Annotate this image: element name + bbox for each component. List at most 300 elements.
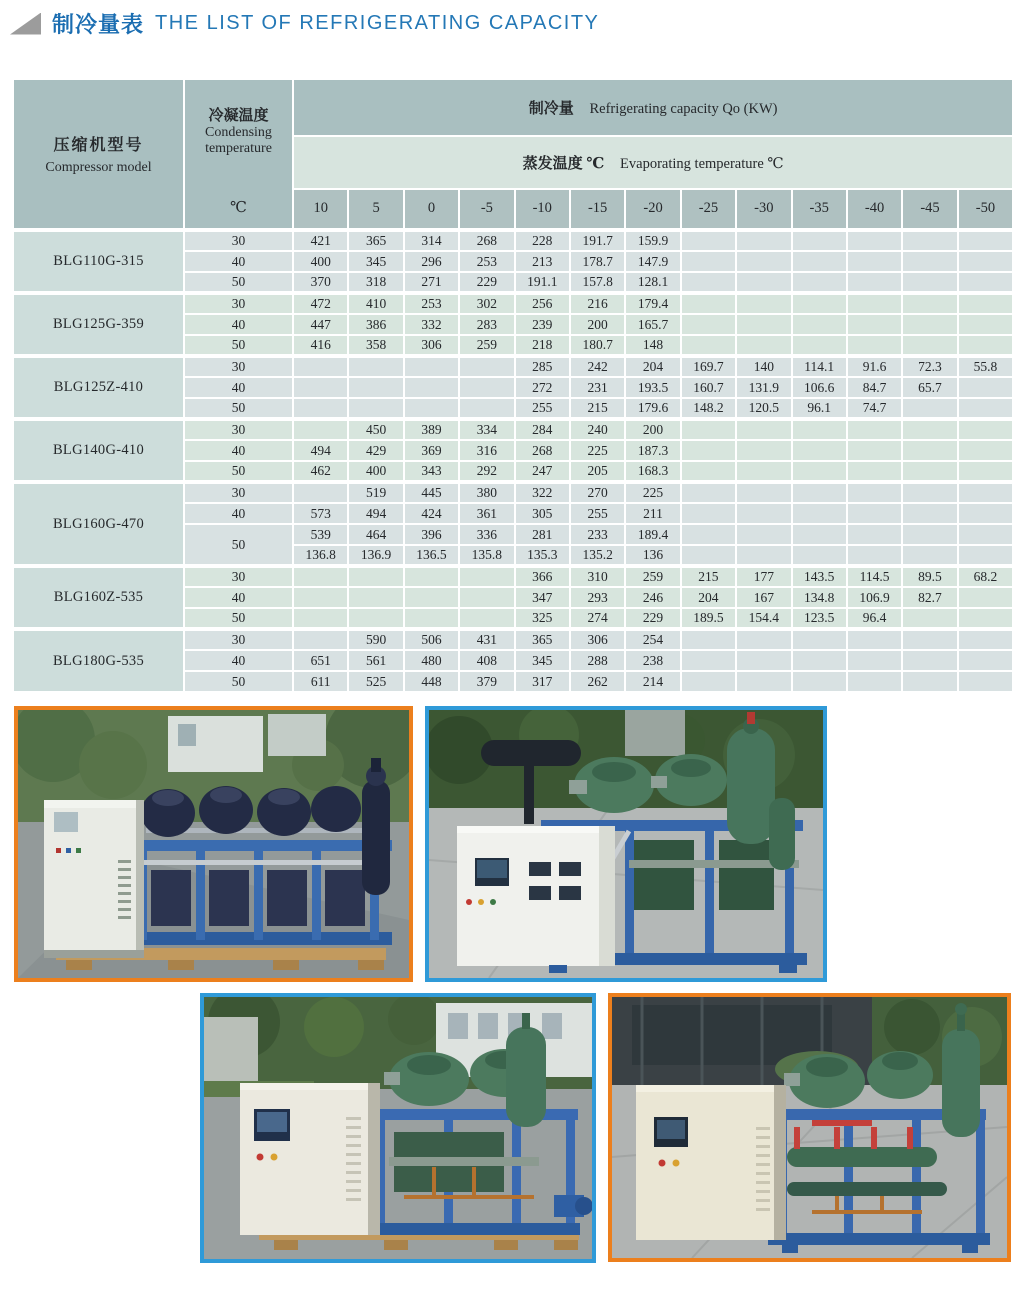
capacity-value	[681, 503, 736, 524]
evap-temp-header: 5	[348, 189, 403, 230]
capacity-value	[847, 482, 902, 503]
evap-temp-header: -25	[681, 189, 736, 230]
capacity-value	[681, 335, 736, 356]
capacity-value: 448	[404, 671, 459, 692]
capacity-value: 233	[570, 524, 625, 545]
capacity-value	[459, 377, 514, 398]
capacity-value	[847, 419, 902, 440]
condensing-temp: 50	[184, 461, 293, 482]
capacity-value	[736, 293, 791, 314]
capacity-value: 169.7	[681, 356, 736, 377]
capacity-value: 246	[625, 587, 680, 608]
capacity-value: 193.5	[625, 377, 680, 398]
capacity-value	[958, 482, 1014, 503]
capacity-value: 358	[348, 335, 403, 356]
capacity-value: 239	[515, 314, 570, 335]
capacity-value: 334	[459, 419, 514, 440]
condensing-temp-header	[184, 79, 293, 230]
capacity-value	[348, 566, 403, 587]
capacity-value	[293, 398, 348, 419]
capacity-value	[293, 419, 348, 440]
capacity-value: 96.1	[792, 398, 847, 419]
capacity-row	[13, 356, 1013, 377]
compressor-model: BLG160G-470	[13, 482, 184, 566]
capacity-value: 135.3	[515, 545, 570, 566]
compressor-unit-illustration-2	[429, 710, 823, 978]
capacity-value	[293, 587, 348, 608]
capacity-value: 271	[404, 272, 459, 293]
capacity-value	[736, 503, 791, 524]
capacity-value: 55.8	[958, 356, 1014, 377]
evap-temp-header: -35	[792, 189, 847, 230]
capacity-value	[348, 356, 403, 377]
capacity-value: 293	[570, 587, 625, 608]
evaporating-temp-header-zh: 蒸发温度 ℃	[522, 155, 605, 172]
capacity-value	[736, 251, 791, 272]
capacity-value: 506	[404, 629, 459, 650]
capacity-value: 74.7	[847, 398, 902, 419]
capacity-value	[847, 545, 902, 566]
capacity-value: 213	[515, 251, 570, 272]
capacity-value: 179.4	[625, 293, 680, 314]
capacity-value	[681, 419, 736, 440]
evap-temp-header: -45	[902, 189, 957, 230]
capacity-value	[293, 356, 348, 377]
condensing-temp: 50	[184, 398, 293, 419]
capacity-value	[681, 671, 736, 692]
capacity-value: 106.9	[847, 587, 902, 608]
capacity-value	[736, 482, 791, 503]
capacity-value: 114.1	[792, 356, 847, 377]
capacity-value: 160.7	[681, 377, 736, 398]
capacity-value: 365	[515, 629, 570, 650]
capacity-value	[792, 650, 847, 671]
compressor-model-header-en: Compressor model	[45, 160, 152, 175]
evap-temp-header: -10	[515, 189, 570, 230]
capacity-value: 306	[570, 629, 625, 650]
capacity-value: 361	[459, 503, 514, 524]
capacity-value: 180.7	[570, 335, 625, 356]
capacity-value	[293, 608, 348, 629]
capacity-value: 429	[348, 440, 403, 461]
capacity-value	[404, 377, 459, 398]
capacity-value	[736, 314, 791, 335]
capacity-value: 316	[459, 440, 514, 461]
capacity-value	[958, 461, 1014, 482]
capacity-value: 416	[293, 335, 348, 356]
capacity-value	[736, 230, 791, 251]
capacity-value	[958, 293, 1014, 314]
capacity-value	[348, 377, 403, 398]
capacity-value: 445	[404, 482, 459, 503]
capacity-value	[902, 419, 957, 440]
capacity-value	[958, 314, 1014, 335]
capacity-value: 561	[348, 650, 403, 671]
condensing-temp: 50	[184, 272, 293, 293]
capacity-value: 410	[348, 293, 403, 314]
capacity-value: 288	[570, 650, 625, 671]
compressor-model: BLG140G-410	[13, 419, 184, 482]
capacity-value: 211	[625, 503, 680, 524]
capacity-value	[902, 440, 957, 461]
capacity-value	[902, 251, 957, 272]
capacity-value	[958, 419, 1014, 440]
capacity-value: 400	[293, 251, 348, 272]
capacity-value	[459, 587, 514, 608]
capacity-value	[792, 419, 847, 440]
capacity-value	[902, 671, 957, 692]
capacity-value	[736, 524, 791, 545]
capacity-value	[792, 251, 847, 272]
capacity-value: 268	[515, 440, 570, 461]
capacity-value	[681, 272, 736, 293]
compressor-model-header-zh: 压缩机型号	[53, 137, 144, 154]
capacity-value	[847, 440, 902, 461]
capacity-value	[792, 230, 847, 251]
capacity-value: 283	[459, 314, 514, 335]
capacity-value	[459, 608, 514, 629]
capacity-value: 148.2	[681, 398, 736, 419]
evap-temp-header: -30	[736, 189, 791, 230]
capacity-value: 314	[404, 230, 459, 251]
condensing-temp: 40	[184, 650, 293, 671]
compressor-model: BLG160Z-535	[13, 566, 184, 629]
capacity-value	[958, 587, 1014, 608]
capacity-value	[847, 335, 902, 356]
capacity-value: 386	[348, 314, 403, 335]
capacity-value: 123.5	[792, 608, 847, 629]
capacity-row	[13, 230, 1013, 251]
capacity-value: 318	[348, 272, 403, 293]
capacity-value: 178.7	[570, 251, 625, 272]
capacity-value	[459, 566, 514, 587]
capacity-value: 247	[515, 461, 570, 482]
capacity-value: 296	[404, 251, 459, 272]
capacity-value	[404, 356, 459, 377]
capacity-value: 200	[625, 419, 680, 440]
capacity-value: 400	[348, 461, 403, 482]
capacity-value	[958, 272, 1014, 293]
capacity-value: 148	[625, 335, 680, 356]
capacity-value	[902, 524, 957, 545]
refrigerating-capacity-table	[12, 78, 1014, 693]
capacity-value: 343	[404, 461, 459, 482]
capacity-value: 136	[625, 545, 680, 566]
capacity-value	[902, 608, 957, 629]
capacity-value: 200	[570, 314, 625, 335]
capacity-value	[459, 398, 514, 419]
capacity-value: 450	[348, 419, 403, 440]
compressor-model-header	[13, 79, 184, 230]
capacity-value: 259	[459, 335, 514, 356]
capacity-value	[902, 461, 957, 482]
capacity-value	[736, 272, 791, 293]
evap-temp-header: -5	[459, 189, 514, 230]
capacity-value	[736, 671, 791, 692]
capacity-value: 177	[736, 566, 791, 587]
capacity-value	[348, 608, 403, 629]
capacity-value: 128.1	[625, 272, 680, 293]
capacity-value: 274	[570, 608, 625, 629]
capacity-value: 204	[625, 356, 680, 377]
capacity-value	[792, 440, 847, 461]
capacity-value	[681, 230, 736, 251]
capacity-value: 191.1	[515, 272, 570, 293]
capacity-value: 480	[404, 650, 459, 671]
capacity-value: 189.4	[625, 524, 680, 545]
capacity-value: 431	[459, 629, 514, 650]
capacity-value: 179.6	[625, 398, 680, 419]
capacity-value	[792, 629, 847, 650]
capacity-value: 114.5	[847, 566, 902, 587]
capacity-value: 590	[348, 629, 403, 650]
capacity-value: 272	[515, 377, 570, 398]
capacity-value: 270	[570, 482, 625, 503]
capacity-value: 154.4	[736, 608, 791, 629]
capacity-value	[681, 314, 736, 335]
capacity-value	[681, 440, 736, 461]
capacity-value: 302	[459, 293, 514, 314]
capacity-value: 380	[459, 482, 514, 503]
capacity-value: 157.8	[570, 272, 625, 293]
capacity-value	[293, 482, 348, 503]
capacity-value: 317	[515, 671, 570, 692]
condensing-temp: 40	[184, 314, 293, 335]
capacity-value: 218	[515, 335, 570, 356]
capacity-value	[902, 314, 957, 335]
capacity-value: 325	[515, 608, 570, 629]
evap-temp-header: 0	[404, 189, 459, 230]
page-title-en: THE LIST OF REFRIGERATING CAPACITY	[155, 12, 600, 34]
capacity-header-zh: 制冷量	[528, 100, 574, 117]
capacity-value: 136.9	[348, 545, 403, 566]
capacity-value: 82.7	[902, 587, 957, 608]
capacity-value: 68.2	[958, 566, 1014, 587]
evap-temp-header: 10	[293, 189, 348, 230]
capacity-value	[902, 230, 957, 251]
capacity-value	[792, 272, 847, 293]
capacity-value: 215	[681, 566, 736, 587]
capacity-value	[847, 503, 902, 524]
capacity-value	[348, 587, 403, 608]
condensing-temp-header-zh: 冷凝温度	[208, 108, 269, 124]
capacity-value	[681, 482, 736, 503]
capacity-value	[792, 503, 847, 524]
capacity-value: 89.5	[902, 566, 957, 587]
capacity-value: 332	[404, 314, 459, 335]
capacity-value: 255	[570, 503, 625, 524]
capacity-value	[847, 230, 902, 251]
capacity-value: 65.7	[902, 377, 957, 398]
capacity-value	[847, 251, 902, 272]
capacity-value: 472	[293, 293, 348, 314]
condensing-temp: 30	[184, 566, 293, 587]
capacity-value: 106.6	[792, 377, 847, 398]
capacity-value	[958, 608, 1014, 629]
product-photo-top-left	[14, 706, 413, 982]
evap-temp-header: -20	[625, 189, 680, 230]
capacity-value: 191.7	[570, 230, 625, 251]
capacity-value: 396	[404, 524, 459, 545]
capacity-value	[847, 671, 902, 692]
capacity-value: 135.8	[459, 545, 514, 566]
capacity-value	[792, 545, 847, 566]
capacity-value: 494	[348, 503, 403, 524]
condensing-temp: 30	[184, 629, 293, 650]
capacity-value: 228	[515, 230, 570, 251]
capacity-value	[958, 440, 1014, 461]
capacity-value: 147.9	[625, 251, 680, 272]
capacity-value	[902, 650, 957, 671]
product-photo-top-right	[425, 706, 827, 982]
capacity-value: 91.6	[847, 356, 902, 377]
capacity-value	[902, 545, 957, 566]
capacity-value: 253	[404, 293, 459, 314]
capacity-value: 370	[293, 272, 348, 293]
capacity-value: 238	[625, 650, 680, 671]
capacity-value: 136.5	[404, 545, 459, 566]
capacity-value: 305	[515, 503, 570, 524]
capacity-row	[13, 629, 1013, 650]
capacity-value	[958, 524, 1014, 545]
capacity-value	[293, 566, 348, 587]
condensing-temp: 40	[184, 503, 293, 524]
condensing-temp: 50	[184, 671, 293, 692]
capacity-value: 379	[459, 671, 514, 692]
capacity-value	[293, 629, 348, 650]
capacity-value: 285	[515, 356, 570, 377]
capacity-value	[902, 272, 957, 293]
capacity-value: 519	[348, 482, 403, 503]
capacity-value: 389	[404, 419, 459, 440]
capacity-table	[12, 78, 1014, 693]
capacity-value: 168.3	[625, 461, 680, 482]
capacity-value: 347	[515, 587, 570, 608]
capacity-value: 165.7	[625, 314, 680, 335]
capacity-value: 143.5	[792, 566, 847, 587]
compressor-model: BLG110G-315	[13, 230, 184, 293]
capacity-value	[902, 482, 957, 503]
capacity-value: 231	[570, 377, 625, 398]
capacity-value	[792, 461, 847, 482]
capacity-value	[736, 545, 791, 566]
capacity-value	[847, 650, 902, 671]
capacity-row	[13, 566, 1013, 587]
compressor-model: BLG180G-535	[13, 629, 184, 692]
condensing-temp: 30	[184, 419, 293, 440]
capacity-value: 322	[515, 482, 570, 503]
capacity-value	[958, 671, 1014, 692]
condensing-temp: 40	[184, 587, 293, 608]
capacity-value	[958, 629, 1014, 650]
capacity-value	[404, 566, 459, 587]
capacity-value	[958, 503, 1014, 524]
corner-triangle-icon	[10, 13, 41, 35]
capacity-value	[681, 251, 736, 272]
capacity-value	[847, 461, 902, 482]
capacity-value: 187.3	[625, 440, 680, 461]
capacity-value: 292	[459, 461, 514, 482]
capacity-value: 369	[404, 440, 459, 461]
capacity-value: 72.3	[902, 356, 957, 377]
capacity-value: 462	[293, 461, 348, 482]
compressor-unit-illustration-3	[204, 997, 592, 1259]
capacity-value: 253	[459, 251, 514, 272]
capacity-value: 214	[625, 671, 680, 692]
capacity-value: 205	[570, 461, 625, 482]
capacity-row	[13, 293, 1013, 314]
capacity-value: 136.8	[293, 545, 348, 566]
capacity-value	[958, 335, 1014, 356]
capacity-value: 215	[570, 398, 625, 419]
capacity-value: 365	[348, 230, 403, 251]
condensing-temp: 30	[184, 356, 293, 377]
capacity-value: 539	[293, 524, 348, 545]
capacity-value	[681, 524, 736, 545]
compressor-model: BLG125G-359	[13, 293, 184, 356]
capacity-value	[736, 419, 791, 440]
condensing-temp: 30	[184, 230, 293, 251]
capacity-value: 306	[404, 335, 459, 356]
condensing-temp-header-en: Condensing temperature	[205, 125, 272, 156]
capacity-value: 573	[293, 503, 348, 524]
capacity-value: 140	[736, 356, 791, 377]
compressor-model: BLG125Z-410	[13, 356, 184, 419]
capacity-value: 611	[293, 671, 348, 692]
capacity-value: 281	[515, 524, 570, 545]
capacity-value	[958, 650, 1014, 671]
product-photo-bottom-left	[200, 993, 596, 1263]
capacity-value: 240	[570, 419, 625, 440]
capacity-value	[404, 398, 459, 419]
capacity-value	[958, 545, 1014, 566]
capacity-value	[681, 545, 736, 566]
capacity-value	[404, 587, 459, 608]
capacity-value: 229	[625, 608, 680, 629]
capacity-value	[681, 629, 736, 650]
capacity-value: 525	[348, 671, 403, 692]
capacity-header-en: Refrigerating capacity Qo (KW)	[589, 100, 778, 117]
capacity-value: 167	[736, 587, 791, 608]
evaporating-temp-header-en: Evaporating temperature ℃	[620, 155, 784, 172]
capacity-value	[902, 398, 957, 419]
condensing-temp: 50	[184, 335, 293, 356]
capacity-value: 159.9	[625, 230, 680, 251]
capacity-value: 242	[570, 356, 625, 377]
capacity-value	[736, 629, 791, 650]
condensing-temp: 30	[184, 482, 293, 503]
condensing-temp: 40	[184, 440, 293, 461]
capacity-value: 424	[404, 503, 459, 524]
capacity-value: 225	[570, 440, 625, 461]
capacity-value	[792, 335, 847, 356]
capacity-value: 262	[570, 671, 625, 692]
capacity-value	[792, 314, 847, 335]
capacity-value: 229	[459, 272, 514, 293]
capacity-value	[348, 398, 403, 419]
capacity-value	[902, 503, 957, 524]
condensing-temp: 30	[184, 293, 293, 314]
capacity-value	[847, 314, 902, 335]
capacity-value: 651	[293, 650, 348, 671]
condensing-temp: 40	[184, 251, 293, 272]
capacity-value	[404, 608, 459, 629]
capacity-value	[736, 335, 791, 356]
capacity-value: 254	[625, 629, 680, 650]
capacity-value	[736, 461, 791, 482]
capacity-value: 259	[625, 566, 680, 587]
capacity-value: 216	[570, 293, 625, 314]
